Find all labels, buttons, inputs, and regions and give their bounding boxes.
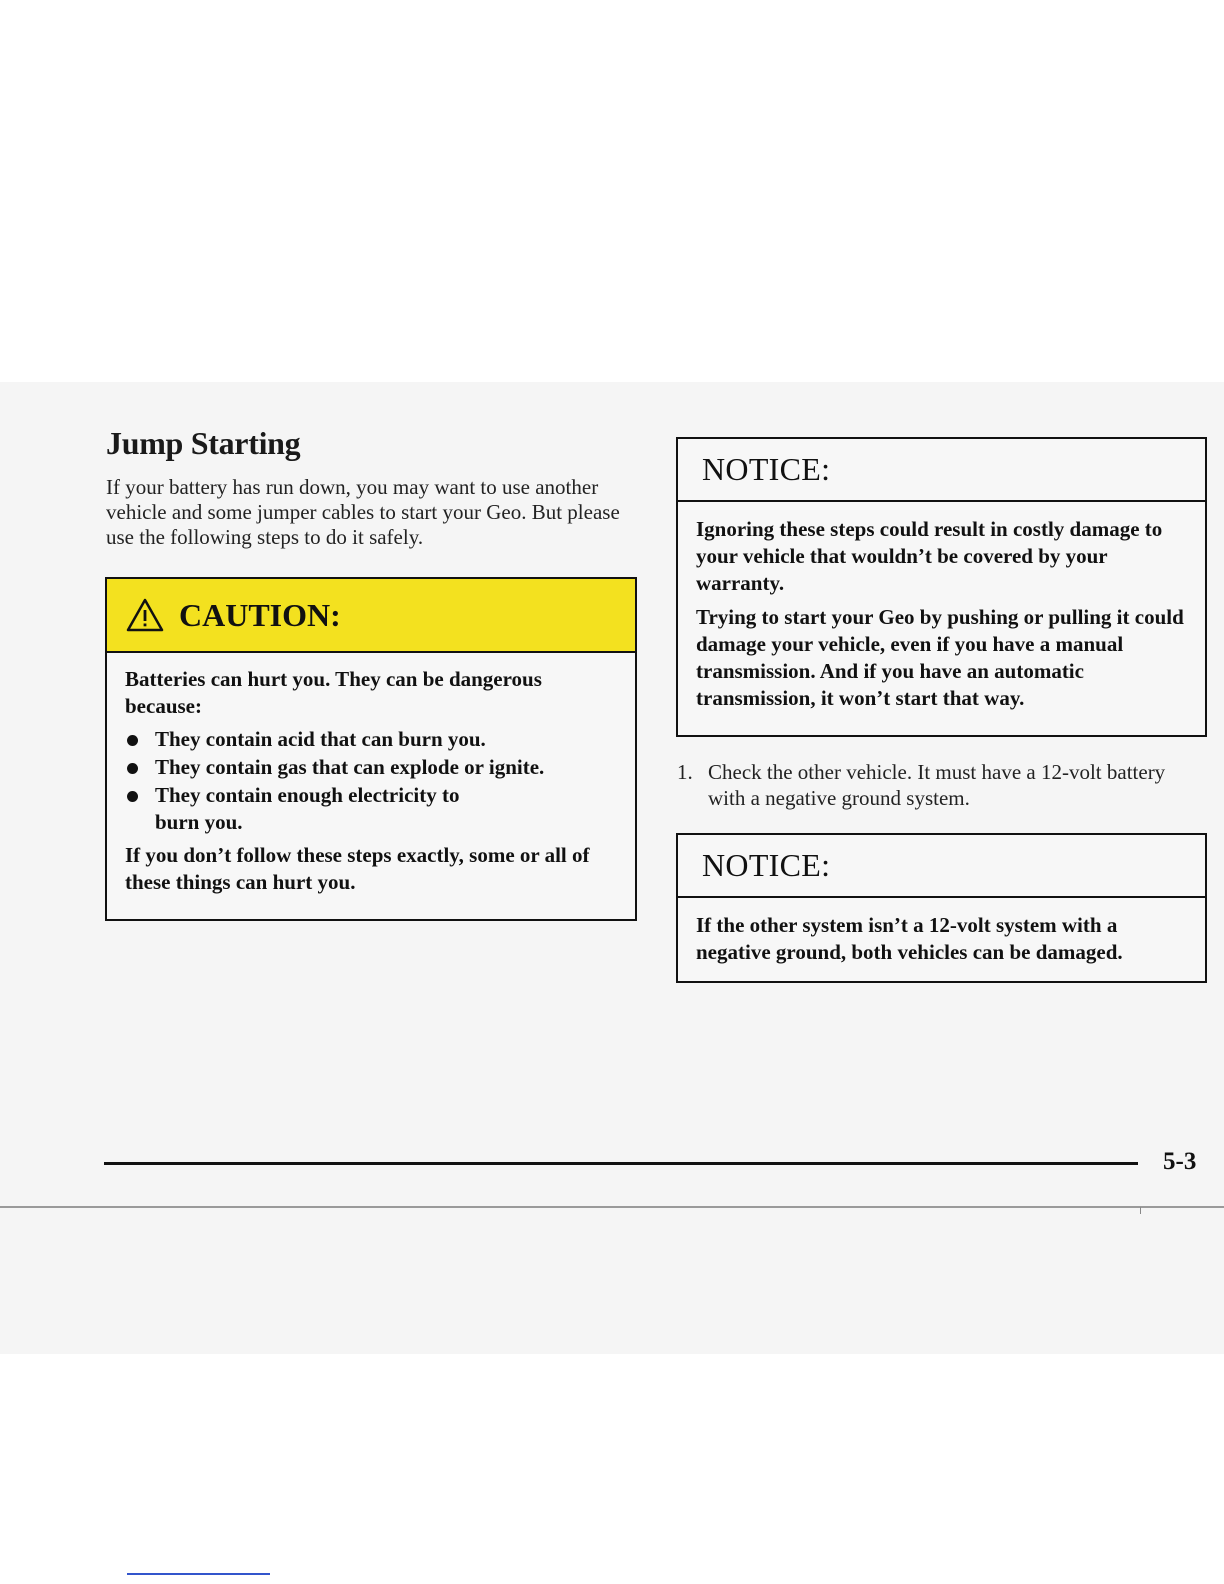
caution-lead: Batteries can hurt you. They can be dangerous because: — [125, 667, 542, 718]
notice-paragraph: Trying to start your Geo by pushing or pulling it could damage your vehicle, even if you have a manual transmission. And if you have an automatic transmission, it won’t start that way. — [696, 605, 1184, 710]
step-1 — [677, 759, 1197, 811]
list-item: They contain enough electricity to burn you. — [125, 782, 495, 836]
bullet-icon — [127, 735, 138, 746]
notice-header — [678, 835, 1205, 898]
caution-title: CAUTION: — [179, 596, 341, 633]
intro-paragraph: If your battery has run down, you may want to use another vehicle and some jumper cables to start your Geo. But please use the following steps to do it safely. — [106, 475, 620, 549]
caution-header — [107, 579, 635, 653]
notice-box-damage — [676, 437, 1207, 737]
notice-body — [678, 502, 1205, 712]
caution-body — [107, 653, 635, 896]
list-item: They contain acid that can burn you. — [125, 726, 617, 753]
bullet-icon — [127, 763, 138, 774]
notice-body — [678, 898, 1205, 966]
page-title: Jump Starting — [106, 425, 301, 461]
footer-rule — [104, 1162, 1138, 1165]
page-tick-mark — [1140, 1207, 1141, 1214]
page-number: 5-3 — [1163, 1148, 1197, 1175]
notice-title: NOTICE: — [702, 847, 831, 883]
warning-triangle-icon — [125, 597, 165, 633]
step-text: Check the other vehicle. It must have a 12-volt battery with a negative ground system. — [708, 760, 1166, 810]
list-item: They contain gas that can explode or ignite. — [125, 754, 617, 781]
bullet-icon — [127, 791, 138, 802]
notice-title: NOTICE: — [702, 451, 831, 487]
notice-box-ground — [676, 833, 1207, 983]
notice-header — [678, 439, 1205, 502]
link-underline — [127, 1573, 270, 1575]
caution-closing: If you don’t follow these steps exactly, some or all of these things can hurt you. — [125, 843, 590, 894]
notice-paragraph: Ignoring these steps could result in costly damage to your vehicle that wouldn’t be covered by your warranty. — [696, 517, 1163, 595]
page-bottom-edge — [0, 1206, 1224, 1208]
step-number: 1. — [677, 760, 693, 784]
caution-bullet-list — [125, 726, 617, 836]
notice-paragraph: If the other system isn’t a 12-volt system with a negative ground, both vehicles can be damaged. — [696, 913, 1123, 964]
caution-box — [105, 577, 637, 921]
